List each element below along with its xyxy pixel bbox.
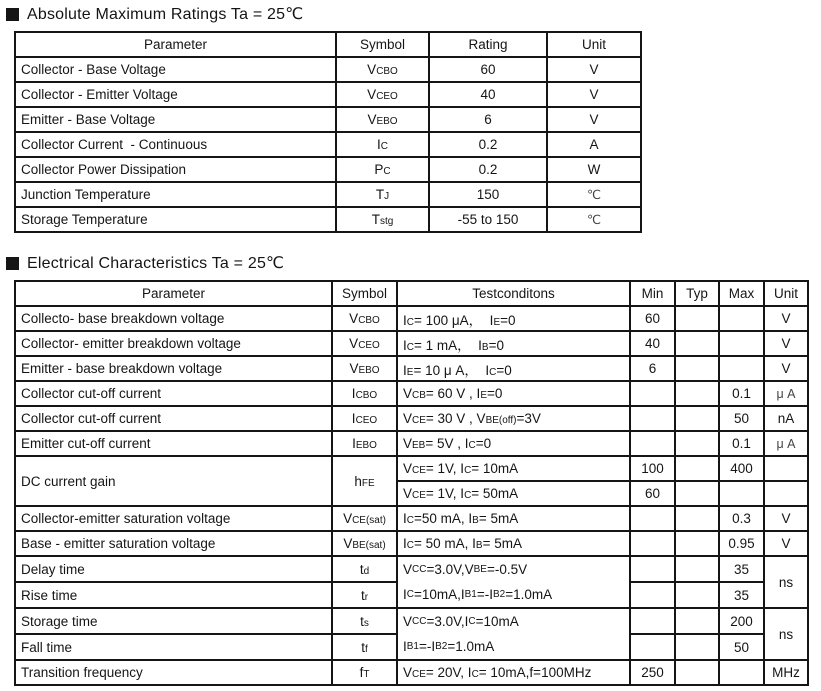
rating-cell: 40 xyxy=(429,82,547,107)
table-row xyxy=(15,381,808,406)
table-row xyxy=(15,306,808,331)
max-cell: 50 xyxy=(719,634,764,660)
table-row xyxy=(15,431,808,456)
max-cell: 35 xyxy=(719,582,764,608)
table-row xyxy=(15,556,808,582)
table-row xyxy=(15,456,808,481)
typ-cell xyxy=(675,556,719,582)
unit-cell: ns xyxy=(764,608,808,660)
max-cell: 200 xyxy=(719,608,764,634)
parameter-cell: Delay time xyxy=(15,556,332,582)
min-cell xyxy=(630,531,675,556)
section-absolute-maximum-ratings xyxy=(6,5,821,233)
symbol-cell: PC xyxy=(336,157,429,182)
max-cell: 0.1 xyxy=(719,431,764,456)
symbol-cell: VCBO xyxy=(332,306,397,331)
unit-cell: ns xyxy=(764,556,808,608)
symbol-cell: ICBO xyxy=(332,381,397,406)
parameter-cell: Collector-emitter saturation voltage xyxy=(15,506,332,531)
unit-cell: V xyxy=(547,107,641,132)
symbol-cell: IC xyxy=(336,132,429,157)
symbol-cell: VEBO xyxy=(332,356,397,381)
unit-cell xyxy=(764,481,808,506)
parameter-cell: Storage Temperature xyxy=(15,207,336,232)
min-cell: 100 xyxy=(630,456,675,481)
testcondition-cell: VCE= 30 V , VBE(off)=3V xyxy=(397,406,630,431)
parameter-cell: Emitter - base breakdown voltage xyxy=(15,356,332,381)
absolute-maximum-ratings-table xyxy=(14,31,642,233)
parameter-cell: Emitter cut-off current xyxy=(15,431,332,456)
unit-cell: V xyxy=(547,82,641,107)
table-header-row xyxy=(15,32,641,57)
unit-cell: nA xyxy=(764,406,808,431)
min-cell: 60 xyxy=(630,306,675,331)
max-cell: 400 xyxy=(719,456,764,481)
max-cell xyxy=(719,331,764,356)
symbol-cell: Tstg xyxy=(336,207,429,232)
typ-cell xyxy=(675,306,719,331)
parameter-cell: Collector cut-off current xyxy=(15,381,332,406)
typ-cell xyxy=(675,481,719,506)
table-row xyxy=(15,406,808,431)
min-cell xyxy=(630,608,675,634)
parameter-cell: Fall time xyxy=(15,634,332,660)
symbol-cell: VCBO xyxy=(336,57,429,82)
typ-cell xyxy=(675,660,719,685)
typ-cell xyxy=(675,456,719,481)
max-cell: 0.95 xyxy=(719,531,764,556)
parameter-cell: Collector - Emitter Voltage xyxy=(15,82,336,107)
testcondition-cell xyxy=(397,556,630,608)
parameter-cell: Junction Temperature xyxy=(15,182,336,207)
col-header-symbol: Symbol xyxy=(336,32,429,57)
min-cell: 40 xyxy=(630,331,675,356)
rating-cell: 150 xyxy=(429,182,547,207)
symbol-cell: IEBO xyxy=(332,431,397,456)
min-cell xyxy=(630,634,675,660)
parameter-cell: Collector cut-off current xyxy=(15,406,332,431)
testcondition-line: V CC =3.0V,V BE =-0.5V xyxy=(403,562,528,577)
symbol-cell: VCEO xyxy=(332,331,397,356)
col-header-max: Max xyxy=(719,281,764,306)
rating-cell: 0.2 xyxy=(429,132,547,157)
table-row xyxy=(15,132,641,157)
max-cell xyxy=(719,660,764,685)
col-header-min: Min xyxy=(630,281,675,306)
symbol-cell: TJ xyxy=(336,182,429,207)
symbol-cell: tf xyxy=(332,634,397,660)
unit-cell: μ A xyxy=(764,431,808,456)
parameter-cell: Storage time xyxy=(15,608,332,634)
table-row xyxy=(15,331,808,356)
unit-cell: ℃ xyxy=(547,207,641,232)
symbol-cell: ICEO xyxy=(332,406,397,431)
section-electrical-characteristics xyxy=(6,254,821,686)
section-title-text: Absolute Maximum Ratings Ta = 25℃ xyxy=(27,6,304,23)
table-row xyxy=(15,157,641,182)
testcondition-cell: VCE= 20V, IC= 10mA,f=100MHz xyxy=(397,660,630,685)
testcondition-line: I C =10mA,I B1 =-I B2 =1.0mA xyxy=(403,587,553,602)
col-header-parameter: Parameter xyxy=(15,32,336,57)
typ-cell xyxy=(675,531,719,556)
table-row xyxy=(15,207,641,232)
unit-cell: μ A xyxy=(764,381,808,406)
min-cell xyxy=(630,582,675,608)
min-cell xyxy=(630,506,675,531)
min-cell xyxy=(630,406,675,431)
section-title xyxy=(6,5,821,23)
testcondition-cell: IC= 1 mA， IB=0 xyxy=(397,331,630,356)
typ-cell xyxy=(675,331,719,356)
testcondition-line: V CC =3.0V,I C =10mA xyxy=(403,614,519,629)
unit-cell: W xyxy=(547,157,641,182)
min-cell: 6 xyxy=(630,356,675,381)
max-cell: 0.1 xyxy=(719,381,764,406)
typ-cell xyxy=(675,356,719,381)
parameter-cell: Collector Current - Continuous xyxy=(15,132,336,157)
table-row xyxy=(15,608,808,634)
symbol-cell: ts xyxy=(332,608,397,634)
parameter-cell: Collecto- base breakdown voltage xyxy=(15,306,332,331)
parameter-cell: Rise time xyxy=(15,582,332,608)
rating-cell: -55 to 150 xyxy=(429,207,547,232)
symbol-cell: fT xyxy=(332,660,397,685)
max-cell: 50 xyxy=(719,406,764,431)
rating-cell: 6 xyxy=(429,107,547,132)
unit-cell: ℃ xyxy=(547,182,641,207)
testcondition-cell: VCE= 1V, IC= 10mA xyxy=(397,456,630,481)
section-title-text: Electrical Characteristics Ta = 25℃ xyxy=(27,255,285,272)
unit-cell: V xyxy=(764,356,808,381)
unit-cell: MHz xyxy=(764,660,808,685)
electrical-characteristics-table xyxy=(14,280,809,686)
parameter-cell: Collector Power Dissipation xyxy=(15,157,336,182)
unit-cell: V xyxy=(764,506,808,531)
testcondition-cell: IE= 10 μ A， IC=0 xyxy=(397,356,630,381)
min-cell: 250 xyxy=(630,660,675,685)
max-cell: 0.3 xyxy=(719,506,764,531)
max-cell xyxy=(719,306,764,331)
testcondition-cell: VCB= 60 V , IE=0 xyxy=(397,381,630,406)
min-cell xyxy=(630,431,675,456)
col-header-testconditions: Testconditons xyxy=(397,281,630,306)
typ-cell xyxy=(675,634,719,660)
unit-cell: V xyxy=(764,306,808,331)
col-header-rating: Rating xyxy=(429,32,547,57)
symbol-cell: td xyxy=(332,556,397,582)
rating-cell: 60 xyxy=(429,57,547,82)
min-cell xyxy=(630,556,675,582)
table-row xyxy=(15,660,808,685)
unit-cell xyxy=(764,456,808,481)
testcondition-cell: VEB= 5V , IC=0 xyxy=(397,431,630,456)
typ-cell xyxy=(675,506,719,531)
table-row xyxy=(15,107,641,132)
symbol-cell: VEBO xyxy=(336,107,429,132)
section-title xyxy=(6,254,821,272)
section-bullet-icon xyxy=(6,8,19,21)
unit-cell: A xyxy=(547,132,641,157)
symbol-cell: VCEO xyxy=(336,82,429,107)
table-row xyxy=(15,182,641,207)
parameter-cell: Base - emitter saturation voltage xyxy=(15,531,332,556)
testcondition-cell xyxy=(397,608,630,660)
unit-cell: V xyxy=(764,331,808,356)
parameter-cell: Emitter - Base Voltage xyxy=(15,107,336,132)
typ-cell xyxy=(675,582,719,608)
parameter-cell: DC current gain xyxy=(15,456,332,506)
min-cell: 60 xyxy=(630,481,675,506)
testcondition-line: I B1 =-I B2 =1.0mA xyxy=(403,639,495,654)
table-row xyxy=(15,506,808,531)
typ-cell xyxy=(675,406,719,431)
table-row xyxy=(15,531,808,556)
max-cell: 35 xyxy=(719,556,764,582)
col-header-parameter: Parameter xyxy=(15,281,332,306)
col-header-unit: Unit xyxy=(547,32,641,57)
symbol-cell: hFE xyxy=(332,456,397,506)
rating-cell: 0.2 xyxy=(429,157,547,182)
unit-cell: V xyxy=(547,57,641,82)
col-header-symbol: Symbol xyxy=(332,281,397,306)
max-cell xyxy=(719,481,764,506)
table-header-row xyxy=(15,281,808,306)
table-row xyxy=(15,356,808,381)
unit-cell: V xyxy=(764,531,808,556)
col-header-typ: Typ xyxy=(675,281,719,306)
symbol-cell: tr xyxy=(332,582,397,608)
testcondition-cell: IC= 100 μA， IE=0 xyxy=(397,306,630,331)
min-cell xyxy=(630,381,675,406)
symbol-cell: VCE(sat) xyxy=(332,506,397,531)
testcondition-cell: IC=50 mA, IB= 5mA xyxy=(397,506,630,531)
table-row xyxy=(15,57,641,82)
parameter-cell: Transition frequency xyxy=(15,660,332,685)
symbol-cell: VBE(sat) xyxy=(332,531,397,556)
col-header-unit: Unit xyxy=(764,281,808,306)
parameter-cell: Collector- emitter breakdown voltage xyxy=(15,331,332,356)
table-row xyxy=(15,82,641,107)
parameter-cell: Collector - Base Voltage xyxy=(15,57,336,82)
max-cell xyxy=(719,356,764,381)
typ-cell xyxy=(675,431,719,456)
section-bullet-icon xyxy=(6,257,19,270)
testcondition-cell: VCE= 1V, IC= 50mA xyxy=(397,481,630,506)
typ-cell xyxy=(675,381,719,406)
typ-cell xyxy=(675,608,719,634)
testcondition-cell: IC= 50 mA, IB= 5mA xyxy=(397,531,630,556)
